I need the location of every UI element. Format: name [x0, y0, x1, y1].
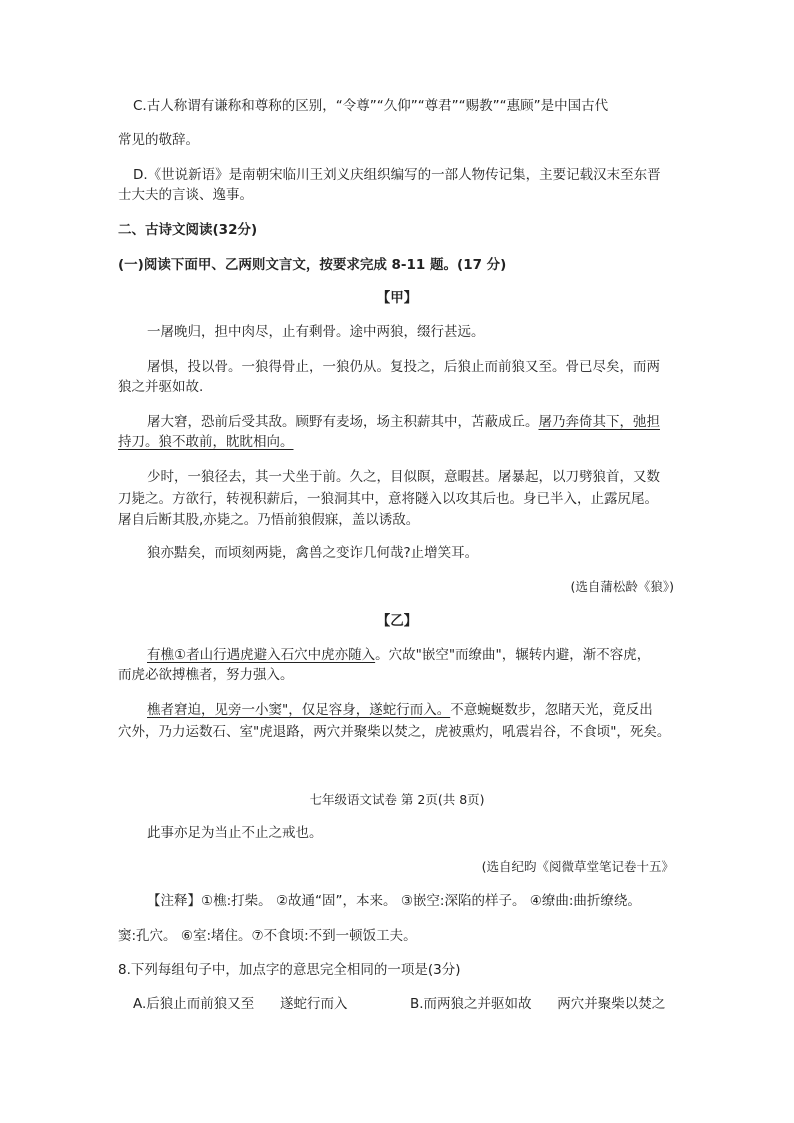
- yi-paragraph-2-text: 不意蜿蜒数步，忽睹天光，竟反出: [450, 702, 653, 718]
- yi-paragraph-2-line1: [147, 700, 653, 720]
- jia-heading: 【甲】: [376, 290, 418, 306]
- option-c-line1: C.古人称谓有谦称和尊称的区别，“令尊”“久仰”“尊君”“赐教”“惠顾”是中国古代: [133, 98, 609, 114]
- option-d-line1: D.《世说新语》是南朝宋临川王刘义庆组织编写的一部人物传记集，主要记载汉末至东晋: [133, 167, 661, 183]
- jia-paragraph-3-line2: 持刀。狼不敢前，眈眈相向。: [118, 434, 294, 450]
- yi-paragraph-1-line1: [147, 645, 650, 665]
- subsection-title: (一)阅读下面甲、乙两则文言文，按要求完成 8-11 题。(17 分): [118, 257, 507, 273]
- jia-paragraph-4-line2: 刀毙之。方欲行，转视积薪后，一狼洞其中，意将隧入以攻其后也。身已半入，止露尻尾。: [118, 491, 658, 507]
- notes-line1: 【注释】①樵:打柴。 ②故通“固”，本来。 ③嵌空:深陷的样子。 ④缭曲:曲折缭绕。: [147, 893, 641, 909]
- yi-underlined-sentence-2: 樵者窘迫，见旁一小窦"，仅足容身，遂蛇行而入。: [147, 702, 451, 718]
- page-footer: 七年级语文试卷 第 2页(共 8页): [309, 792, 485, 807]
- question-8-stem: 8.下列每组句子中，加点字的意思完全相同的一项是(3分): [118, 962, 461, 978]
- notes-line2: 窦:孔穴。 ⑥室:堵住。⑦不食顷:不到一顿饭工夫。: [118, 928, 417, 944]
- yi-heading: 【乙】: [376, 613, 418, 629]
- yi-paragraph-1-text: 。穴故"嵌空"而缭曲"，辗转内避，渐不容虎，: [375, 647, 651, 663]
- jia-paragraph-3-line1: [147, 412, 660, 432]
- jia-paragraph-5: 狼亦黠矣，而顷刻两毙，禽兽之变诈几何哉?止增笑耳。: [147, 545, 479, 561]
- jia-paragraph-2-line1: 屠惧，投以骨。一狼得骨止，一狼仍从。复投之，后狼止而前狼又至。骨已尽矣，而两: [147, 359, 660, 375]
- yi-paragraph-1-line2: 而虎必欲搏樵者，努力强入。: [118, 667, 294, 683]
- section-title: 二、古诗文阅读(32分): [118, 222, 258, 238]
- question-8-option-b: B.而两狼之并驱如故 两穴并聚柴以焚之: [410, 996, 666, 1012]
- jia-paragraph-2-line2: 狼之并驱如故.: [118, 379, 204, 395]
- option-c-line2: 常见的敬辞。: [118, 132, 199, 148]
- jia-underlined-sentence: 屠乃奔倚其下，弛担: [538, 414, 660, 430]
- jia-source: (选自蒲松龄《狼》): [570, 579, 674, 594]
- jia-paragraph-3-text: 屠大窘，恐前后受其敌。顾野有麦场，场主积薪其中，苫蔽成丘。: [147, 414, 539, 430]
- yi-source: (选自纪昀《阅微草堂笔记卷十五》: [481, 859, 674, 874]
- yi-underlined-sentence: 有樵①者山行遇虎避入石穴中虎亦随入: [147, 647, 376, 663]
- yi-paragraph-3: 此事亦足为当止不止之戒也。: [147, 825, 323, 841]
- option-d-line2: 士大夫的言谈、逸事。: [118, 187, 253, 203]
- question-8-option-a: A.后狼止而前狼又至 遂蛇行而入: [133, 996, 348, 1012]
- jia-paragraph-4-line3: 屠自后断其股,亦毙之。乃悟前狼假寐，盖以诱敌。: [118, 512, 420, 528]
- jia-paragraph-1: 一屠晚归，担中肉尽，止有剩骨。途中两狼，缀行甚远。: [147, 324, 485, 340]
- yi-paragraph-2-line2: 穴外，乃力运数石、室"虎退路，两穴并聚柴以焚之，虎被熏灼，吼震岩谷，不食顷"，死矣。: [118, 724, 671, 740]
- jia-paragraph-4-line1: 少时，一狼径去，其一犬坐于前。久之，目似瞑，意暇甚。屠暴起，以刀劈狼首，又数: [147, 469, 660, 485]
